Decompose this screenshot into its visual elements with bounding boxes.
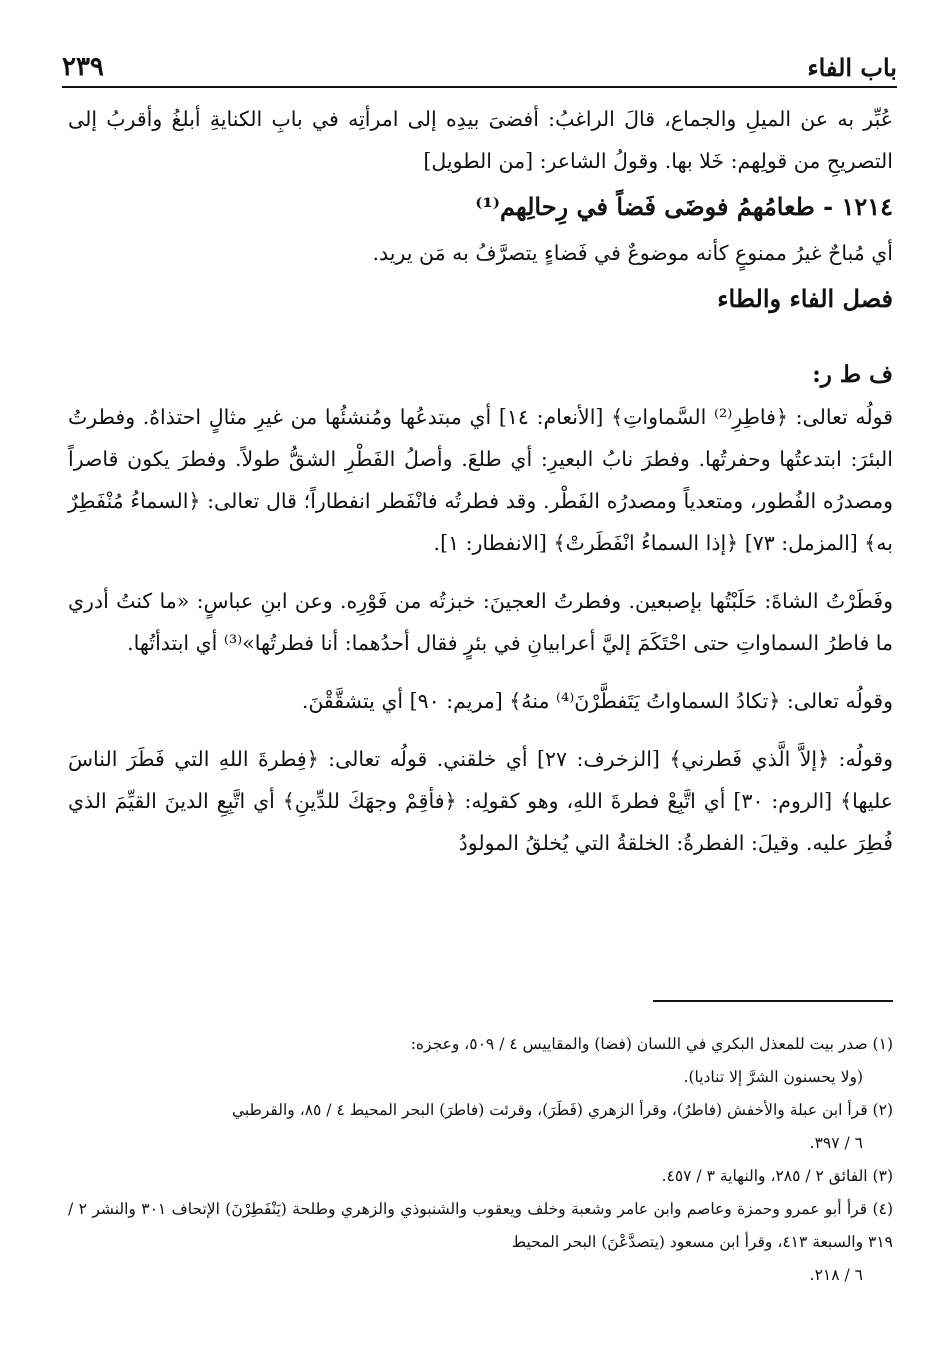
paragraph-2: وفَطَرْتُ الشاةَ: حَلَبْتُها بإصبعين. وفطرتُ العجينَ: خبزتُه من فَوْرِه. وعن ابنِ عباسٍ: «ما كنتُ أدري ما فاطرُ السماواتِ حتى احْتَكَمَ إليَّ أعرابيانِ في بئرٍ فقال أحدُهما: أنا فطرتُها»⁽³⁾ أي ابتدأتُها. — [68, 589, 893, 655]
footnote-text: قرأ أبو عمرو وحمزة وعاصم وابن عامر وشعبة وخلف ويعقوب والشنبوذي والزهري وطلحة (يَنْفَطِرْنَ) الإتحاف ٣٠١ والنشر ٢ / ٣١٩ والسبعة ٤١٣، وقرأ ابن مسعود (يتصدَّعْنَ) البحر المحيط — [68, 1200, 893, 1251]
root-entry: ف ط ر: — [812, 361, 893, 388]
footnote-number: (٣) — [872, 1167, 893, 1185]
verse-heading: ١٢١٤ - طعامُهمُ فوضَى فَضاً في رِحالِهم⁽¹⁾ — [475, 192, 893, 221]
paragraph-4: وقولُه: ﴿إلاَّ الَّذي فَطرني﴾ [الزخرف: ٢٧] أي خلقني. قولُه تعالى: ﴿فِطرةَ اللهِ التي فَطَرَ الناسَ عليها﴾ [الروم: ٣٠] أي اتَّبِعْ فطرةَ اللهِ، وهو كقولِه: ﴿فأقِمْ وجهَكَ للدِّينِ﴾ أي اتَّبِعِ الدينَ القيِّمَ الذي فُطِرَ عليه. وقيلَ: الفطرةُ: الخلقةُ التي يُخلقُ المولودُ — [68, 747, 893, 855]
footnote-continuation: (ولا يحسنون الشرَّ إلا تناديا). — [683, 1068, 863, 1086]
paragraph-3: وقولُه تعالى: ﴿تكادُ السماواتُ يَتَفطَّرْنَ⁽⁴⁾ منهُ﴾ [مريم: ٩٠] أي يتشقَّقْنَ. — [301, 689, 893, 713]
page-number: ٢٣٩ — [62, 52, 104, 82]
footnote-separator — [653, 1000, 893, 1002]
footnote-number: (٢) — [872, 1101, 893, 1119]
footnote-4 — [68, 1193, 893, 1292]
footnote-continuation: ٦ / ٣٩٧. — [809, 1134, 863, 1152]
footnote-text: الفائق ٢ / ٢٨٥، والنهاية ٣ / ٤٥٧. — [661, 1167, 868, 1185]
footnote-text: صدر بيت للمعذل البكري في اللسان (فضا) والمقاييس ٤ / ٥٠٩، وعجزه: — [410, 1035, 868, 1053]
page-header — [62, 42, 897, 82]
footnote-continuation: ٦ / ٢١٨. — [809, 1266, 863, 1284]
footnote-number: (٤) — [872, 1200, 893, 1218]
footnotes — [68, 1028, 893, 1292]
verse-gloss: أي مُباحٌ غيرُ ممنوعٍ كأنه موضوعٌ في فَضاءٍ يتصرَّفُ به مَن يريد. — [372, 241, 893, 265]
footnote-3 — [68, 1160, 893, 1193]
footnote-1 — [68, 1028, 893, 1094]
footnote-text: قرأ ابن عبلة والأخفش (فاطرُ)، وقرأ الزهري (فَطَرَ)، وقرئت (فاطرَ) البحر المحيط ٤ / ٨٥، والقرطبي — [231, 1101, 868, 1119]
chapter-title: باب الفاء — [807, 53, 897, 82]
section-title: فصل الفاء والطاء — [717, 284, 893, 313]
paragraph-intro: عُبِّر به عن الميلِ والجماع، قالَ الراغبُ: أفضىَ بيدِه إلى امرأتِه في بابِ الكنايةِ أبلغُ وأقربُ إلى التصريحِ من قولِهم: خَلا بها. وقولُ الشاعر: [من الطويل] — [68, 107, 893, 173]
header-rule — [62, 86, 897, 88]
footnote-2 — [68, 1094, 893, 1160]
paragraph-1: قولُه تعالى: ﴿فاطِرِ⁽²⁾ السَّماواتِ﴾ [الأنعام: ١٤] أي مبتدعُها ومُنشئُها من غيرِ مثالٍ احتذاهُ. وفطرتُ البئرَ: ابتدعتُها وحفرتُها. وفطرَ نابُ البعيرِ: أي طلعَ. وأصلُ الفَطْرِ الشقُّ طولاً. وفطرَ يكون قاصراً ومصدرُه الفُطور، ومتعدياً ومصدرُه الفَطْر. وقد فطرتُه فانْفَطر انفطاراً؛ قال تعالى: ﴿السماءُ مُنْفَطِرٌ به﴾ [المزمل: ٧٣] ﴿إذا السماءُ انْفَطَرتْ﴾ [الانفطار: ١]. — [68, 405, 893, 555]
footnote-number: (١) — [872, 1035, 893, 1053]
